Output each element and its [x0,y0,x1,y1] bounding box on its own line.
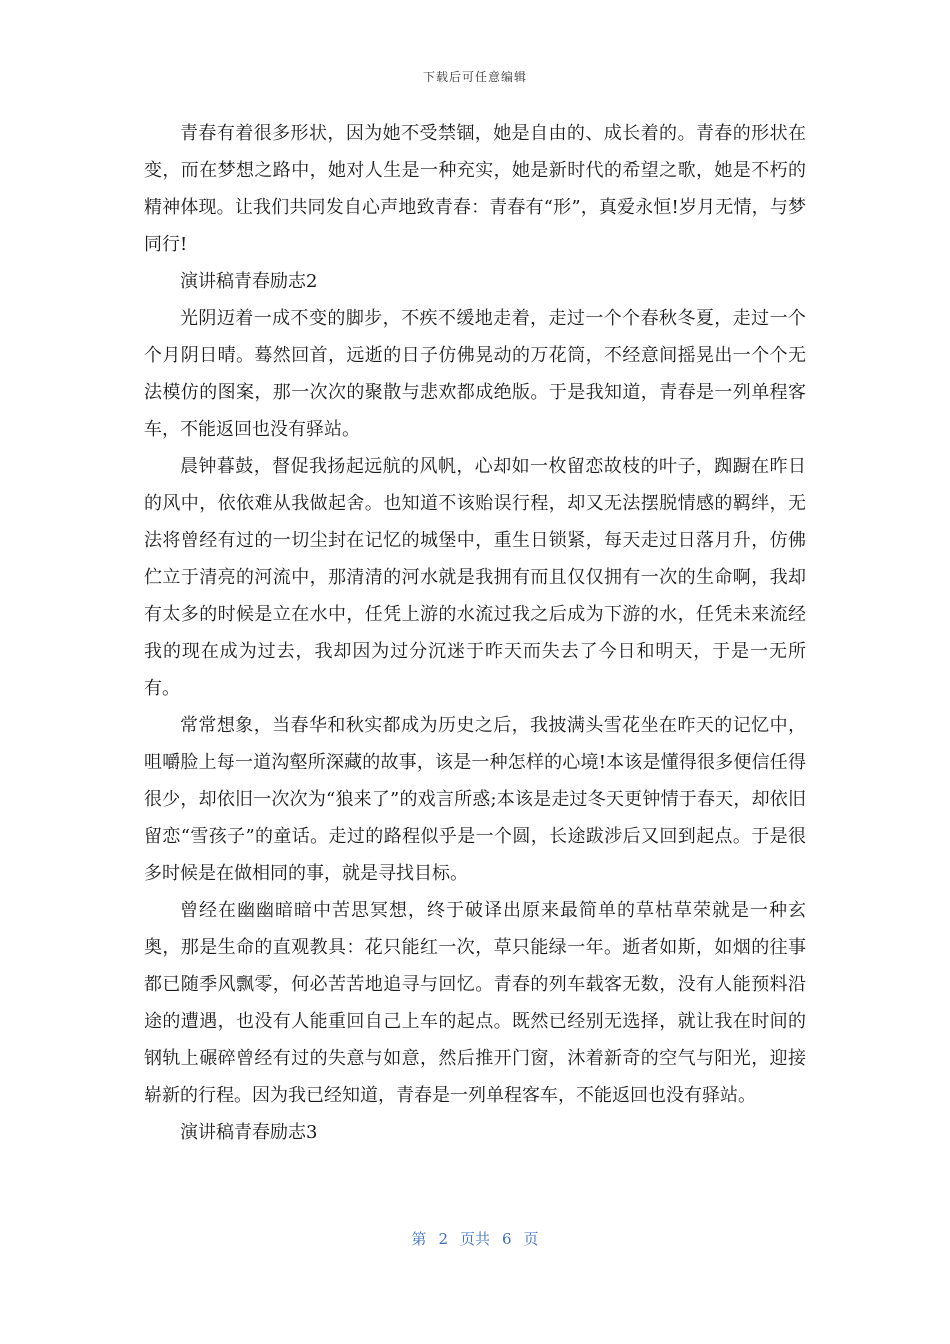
total-page-number: 6 [502,1230,512,1248]
page-prefix: 第 [411,1230,427,1248]
paragraph-4: 常常想象，当春华和秋实都成为历史之后，我披满头雪花坐在昨天的记忆中，咀嚼脸上每一道沟壑所深藏的故事，该是一种怎样的心境!本该是懂得很多便信任得很少，却依旧一次次为“狼来了”的戏言所惑;本该是走过冬天更钟情于春天，却依旧留恋“雪孩子”的童话。走过的路程似乎是一个圆，长途跋涉后又回到起点。于是很多时候是在做相同的事，就是寻找目标。 [144,715,806,884]
header-note: 下载后可任意编辑 [422,70,527,84]
paragraph-3: 晨钟暮鼓，督促我扬起远航的风帆，心却如一枚留恋故枝的叶子，踟蹰在昨日的风中，依依难从我做起舍。也知道不该贻误行程，却又无法摆脱情感的羁绊，无法将曾经有过的一切尘封在记忆的城堡中，重生日锁紧，每天走过日落月升，仿佛伫立于清亮的河流中，那清清的河水就是我拥有而且仅仅拥有一次的生命啊，我却有太多的时候是立在水中，任凭上游的水流过我之后成为下游的水，任凭未来流经我的现在成为过去，我却因为过分沉迷于昨天而失去了今日和明天，于是一无所有。 [144,456,806,699]
section-heading-2: 演讲稿青春励志2 [180,271,318,292]
paragraph-1: 青春有着很多形状，因为她不受禁锢，她是自由的、成长着的。青春的形状在变，而在梦想之路中，她对人生是一种充实，她是新时代的希望之歌，她是不朽的精神体现。让我们共同发自心声地致青春：青春有“形”，真爱永恒!岁月无情，与梦同行! [144,123,806,255]
section-heading-3: 演讲稿青春励志3 [180,1122,318,1143]
page-middle-text: 页共 [459,1230,490,1248]
page-suffix: 页 [523,1230,539,1248]
current-page-number: 2 [438,1230,448,1248]
page-number-footer [0,1228,950,1249]
paragraph-2: 光阴迈着一成不变的脚步，不疾不缓地走着，走过一个个春秋冬夏，走过一个个月阴日晴。蓦然回首，远逝的日子仿佛晃动的万花筒，不经意间摇晃出一个个无法模仿的图案，那一次次的聚散与悲欢都成绝版。于是我知道，青春是一列单程客车，不能返回也没有驿站。 [144,308,806,440]
document-body [144,115,806,1151]
paragraph-5: 曾经在幽幽暗暗中苦思冥想，终于破译出原来最简单的草枯草荣就是一种玄奥，那是生命的直观教具：花只能红一次，草只能绿一年。逝者如斯，如烟的往事都已随季风飘零，何必苦苦地追寻与回忆。青春的列车载客无数，没有人能预料沿途的遭遇，也没有人能重回自己上车的起点。既然已经别无选择，就让我在时间的钢轨上碾碎曾经有过的失意与如意，然后推开门窗，沐着新奇的空气与阳光，迎接崭新的行程。因为我已经知道，青春是一列单程客车，不能返回也没有驿站。 [144,900,806,1106]
